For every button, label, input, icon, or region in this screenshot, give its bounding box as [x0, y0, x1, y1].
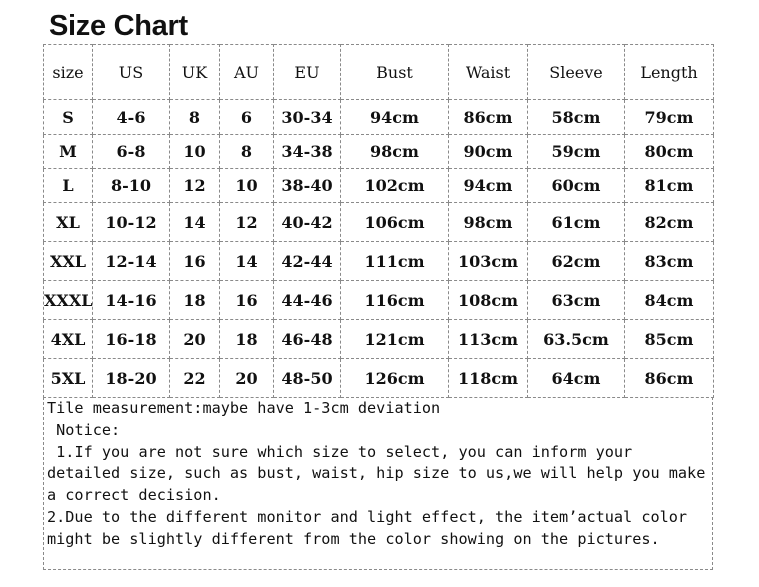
header-bust: Bust [341, 45, 449, 100]
table-cell: 63.5cm [528, 320, 625, 359]
table-row [44, 203, 714, 242]
table-cell: M [44, 135, 93, 169]
table-cell: 8-10 [93, 169, 170, 203]
table-cell: 22 [170, 359, 220, 398]
table-row [44, 100, 714, 135]
table-cell: 111cm [341, 242, 449, 281]
table-cell: 84cm [625, 281, 714, 320]
table-cell: 113cm [449, 320, 528, 359]
table-cell: 16-18 [93, 320, 170, 359]
header-us: US [93, 45, 170, 100]
table-cell: XL [44, 203, 93, 242]
table-cell: 20 [170, 320, 220, 359]
notice-label: Notice: [47, 420, 121, 439]
table-cell: XXXL [44, 281, 93, 320]
table-cell: 48-50 [274, 359, 341, 398]
header-waist: Waist [449, 45, 528, 100]
table-cell: 10-12 [93, 203, 170, 242]
table-cell: 98cm [449, 203, 528, 242]
size-chart-table [43, 44, 714, 398]
table-cell: 64cm [528, 359, 625, 398]
header-eu: EU [274, 45, 341, 100]
table-cell: 46-48 [274, 320, 341, 359]
table-cell: 12 [220, 203, 274, 242]
table-cell: 14 [220, 242, 274, 281]
table-cell: 44-46 [274, 281, 341, 320]
table-cell: S [44, 100, 93, 135]
table-cell: 42-44 [274, 242, 341, 281]
table-cell: 108cm [449, 281, 528, 320]
table-cell: 20 [220, 359, 274, 398]
table-cell: 4-6 [93, 100, 170, 135]
table-cell: 59cm [528, 135, 625, 169]
header-size: size [44, 45, 93, 100]
table-cell: 58cm [528, 100, 625, 135]
page-title: Size Chart [49, 10, 188, 42]
table-cell: 63cm [528, 281, 625, 320]
table-cell: 60cm [528, 169, 625, 203]
table-cell: 61cm [528, 203, 625, 242]
table-cell: 80cm [625, 135, 714, 169]
header-au: AU [220, 45, 274, 100]
table-cell: 10 [170, 135, 220, 169]
table-row [44, 169, 714, 203]
table-row [44, 135, 714, 169]
table-cell: 94cm [449, 169, 528, 203]
table-cell: L [44, 169, 93, 203]
table-cell: 18 [170, 281, 220, 320]
table-row [44, 242, 714, 281]
table-header-row [44, 45, 714, 100]
table-cell: 18-20 [93, 359, 170, 398]
table-cell: 8 [170, 100, 220, 135]
table-cell: 30-34 [274, 100, 341, 135]
table-cell: 4XL [44, 320, 93, 359]
table-cell: 14-16 [93, 281, 170, 320]
table-cell: 6-8 [93, 135, 170, 169]
table-cell: 34-38 [274, 135, 341, 169]
table-cell: 38-40 [274, 169, 341, 203]
table-cell: 16 [170, 242, 220, 281]
header-uk: UK [170, 45, 220, 100]
table-cell: 18 [220, 320, 274, 359]
table-cell: 8 [220, 135, 274, 169]
table-cell: 98cm [341, 135, 449, 169]
table-cell: 90cm [449, 135, 528, 169]
table-row [44, 320, 714, 359]
table-cell: 85cm [625, 320, 714, 359]
table-cell: 121cm [341, 320, 449, 359]
header-sleeve: Sleeve [528, 45, 625, 100]
table-row [44, 359, 714, 398]
table-cell: 118cm [449, 359, 528, 398]
table-cell: 94cm [341, 100, 449, 135]
table-row [44, 281, 714, 320]
table-cell: 6 [220, 100, 274, 135]
table-cell: 16 [220, 281, 274, 320]
table-cell: 81cm [625, 169, 714, 203]
table-cell: 102cm [341, 169, 449, 203]
notes-box [43, 397, 713, 570]
notice-item-2: 2.Due to the different monitor and light effect, the item’actual color might be slightly different from the color showing on the pictures. [47, 507, 697, 548]
table-cell: XXL [44, 242, 93, 281]
table-cell: 14 [170, 203, 220, 242]
table-cell: 5XL [44, 359, 93, 398]
table-cell: 10 [220, 169, 274, 203]
measurement-note: Tile measurement:maybe have 1-3cm deviation [47, 399, 441, 417]
table-cell: 86cm [625, 359, 714, 398]
table-cell: 106cm [341, 203, 449, 242]
table-cell: 86cm [449, 100, 528, 135]
table-cell: 103cm [449, 242, 528, 281]
table-cell: 12-14 [93, 242, 170, 281]
table-cell: 126cm [341, 359, 449, 398]
table-cell: 62cm [528, 242, 625, 281]
table-cell: 12 [170, 169, 220, 203]
header-length: Length [625, 45, 714, 100]
notice-item-1: 1.If you are not sure which size to select, you can inform your detailed size, such as bust, waist, hip size to us,we will help you make a correct decision. [47, 442, 715, 505]
table-cell: 79cm [625, 100, 714, 135]
table-cell: 82cm [625, 203, 714, 242]
table-cell: 116cm [341, 281, 449, 320]
table-cell: 83cm [625, 242, 714, 281]
table-cell: 40-42 [274, 203, 341, 242]
